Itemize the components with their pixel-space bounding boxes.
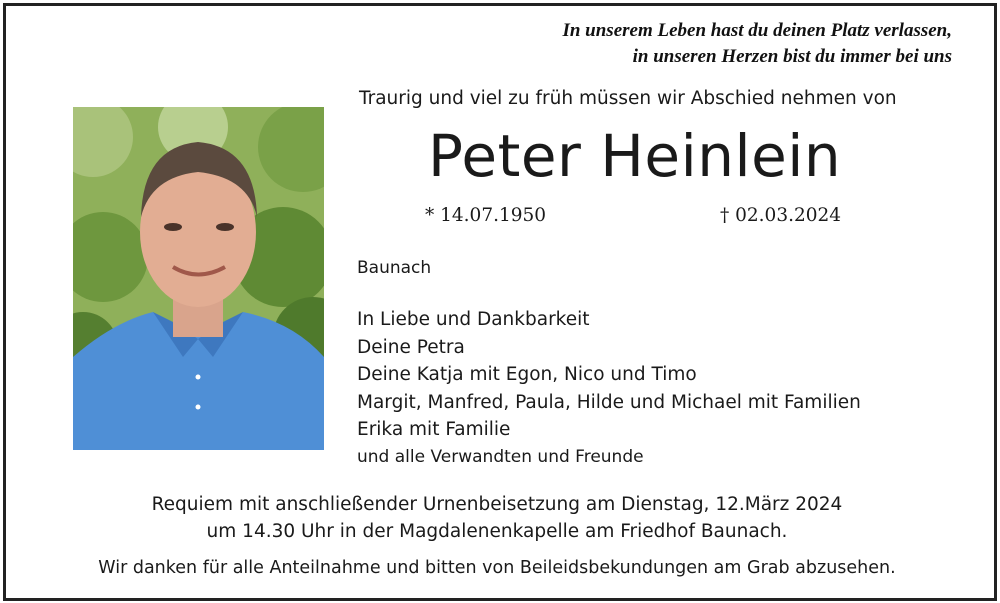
hometown: Baunach (357, 258, 432, 278)
mourners-line: Deine Petra (357, 336, 465, 358)
motto-line-1: In unserem Leben hast du deinen Platz verlassen, (562, 20, 952, 41)
funeral-line-2: um 14.30 Uhr in der Magdalenenkapelle am Friedhof Baunach. (206, 521, 788, 542)
mourners-line: Deine Katja mit Egon, Nico und Timo (357, 364, 697, 385)
mourners-line: Margit, Manfred, Paula, Hilde und Michael mit Familien (357, 391, 861, 413)
portrait-photo (73, 107, 324, 450)
mourners-line: und alle Verwandten und Freunde (357, 446, 644, 467)
motto (562, 18, 952, 70)
intro-text: Traurig und viel zu früh müssen wir Abschied nehmen von (359, 88, 897, 109)
funeral-line-1: Requiem mit anschließender Urnenbeisetzung am Dienstag, 12.März 2024 (151, 494, 843, 515)
mourners-line: In Liebe und Dankbarkeit (357, 309, 590, 330)
mourners-line: Erika mit Familie (357, 419, 511, 440)
deceased-name: Peter Heinlein (428, 122, 842, 190)
mourners-list (357, 306, 861, 471)
birth-date: * 14.07.1950 (425, 205, 547, 226)
motto-line-2: in unseren Herzen bist du immer bei uns (632, 46, 952, 67)
death-date: † 02.03.2024 (720, 205, 842, 226)
funeral-details (0, 491, 994, 545)
thanks-note: Wir danken für alle Anteilnahme und bitten von Beileidsbekundungen am Grab abzusehen. (98, 558, 896, 578)
